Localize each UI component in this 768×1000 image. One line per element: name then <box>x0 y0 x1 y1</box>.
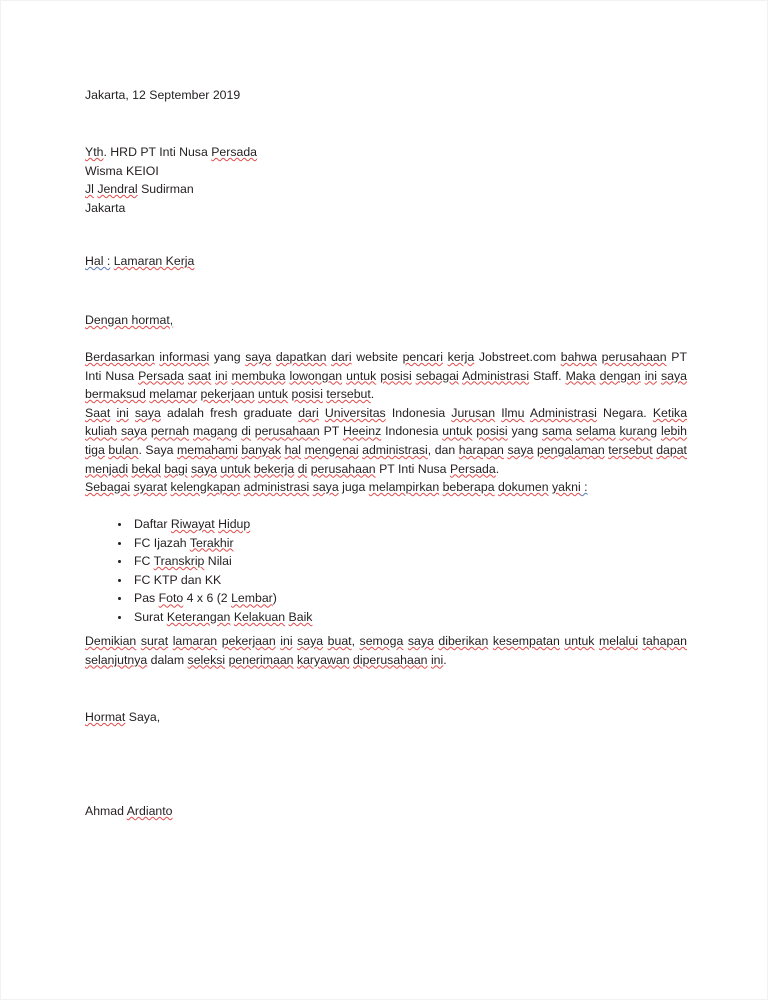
w: Terakhir <box>189 535 234 550</box>
w: Hidup <box>218 517 251 531</box>
paragraph-2 <box>85 404 687 478</box>
addressee-line-4: Jakarta <box>85 200 126 215</box>
w: penerimaan <box>228 652 294 667</box>
w: membuka <box>231 368 286 383</box>
w: lebih <box>660 424 687 439</box>
body-paragraphs <box>85 348 687 497</box>
w: saya <box>297 634 324 648</box>
w: PT Inti <box>375 461 415 476</box>
w: tersebut <box>326 387 371 402</box>
w: Universitas <box>324 405 386 420</box>
w: posisi <box>291 387 323 402</box>
w: Negara. <box>596 405 647 420</box>
w: tahapan <box>642 634 687 648</box>
w: Persada <box>138 368 184 383</box>
w: tersebut <box>608 442 653 457</box>
w: Baik <box>288 609 313 624</box>
w: juga <box>338 480 369 495</box>
attachment-list <box>85 515 312 627</box>
list-item <box>131 571 312 590</box>
w: ini <box>644 368 657 383</box>
w: Administrasi <box>462 368 530 383</box>
w: bahwa <box>560 350 597 364</box>
w: posisi <box>380 368 412 383</box>
w: Persada <box>449 461 496 476</box>
w: selama <box>576 424 616 439</box>
paragraph-1 <box>85 348 687 404</box>
w: informasi <box>159 350 210 364</box>
closing-paragraph <box>85 632 687 669</box>
w: Nusa <box>417 461 450 476</box>
paragraph-2-lastline <box>418 462 499 476</box>
w: lamaran <box>172 634 218 648</box>
list-item <box>131 515 312 534</box>
w: perusahaan <box>601 350 667 364</box>
w: seleksi <box>187 652 226 667</box>
w: . <box>370 387 375 402</box>
w: melalui <box>599 634 638 648</box>
w: ) <box>272 591 277 606</box>
w: Staff <box>533 368 559 383</box>
date-text: Jakarta, 12 September 2019 <box>85 88 241 102</box>
addressee-line-3 <box>85 180 257 199</box>
w: Lembar <box>231 591 273 606</box>
w: karyawan <box>296 652 350 667</box>
w: mengenai <box>304 442 359 457</box>
w: administrasi <box>362 442 428 457</box>
w: Transkrip <box>153 554 205 569</box>
w: Jobstreet.com <box>478 350 557 364</box>
w: Ilmu <box>501 405 525 420</box>
w: harapan <box>458 442 504 457</box>
w: saat <box>187 368 212 383</box>
w: saya <box>245 350 272 364</box>
w: saya <box>312 480 339 495</box>
list-item <box>131 534 312 553</box>
w: banyak <box>241 442 282 457</box>
w: melampirkan <box>368 480 440 495</box>
w: , dan <box>427 442 459 457</box>
w: . <box>558 368 566 383</box>
w: selanjutnya <box>85 652 148 667</box>
addressee-jl: Jl <box>85 182 94 197</box>
w: Indonesia <box>381 424 443 439</box>
w: bagi <box>164 461 188 476</box>
w: untuk <box>564 634 595 648</box>
w: bekerja <box>253 461 295 476</box>
w: administrasi <box>243 480 310 495</box>
addressee-line-2: Wisma KEIOI <box>85 163 159 178</box>
w: saya <box>134 405 161 420</box>
w: saya <box>661 368 687 383</box>
w: yang <box>511 424 539 439</box>
w: . Saya <box>138 442 178 457</box>
addressee-jendral: Jendral <box>97 182 138 197</box>
signer-first-name: Ahmad <box>85 804 127 818</box>
addressee-block <box>85 143 257 217</box>
w: Surat <box>134 609 167 624</box>
w: kerja <box>447 350 475 364</box>
list-item <box>131 608 312 627</box>
w: ini <box>430 652 444 667</box>
w: sama <box>542 424 573 439</box>
closing-text <box>85 632 687 669</box>
w: yang <box>213 350 241 364</box>
w: ini <box>215 368 228 383</box>
w: dengan <box>599 368 641 383</box>
list-item <box>131 589 312 608</box>
w: memahami <box>177 442 238 457</box>
w: saya <box>407 634 434 648</box>
w: untuk <box>220 461 251 476</box>
w: Pas <box>134 591 159 606</box>
subject-line <box>85 252 194 271</box>
w: Daftar <box>134 517 171 531</box>
greeting-text: Dengan hormat, <box>85 313 174 327</box>
w: , <box>351 634 360 648</box>
w: Riwayat <box>170 517 215 531</box>
subject-label: Hal : <box>85 254 111 268</box>
w: di <box>241 424 251 439</box>
w: sebagai <box>415 368 459 383</box>
w: surat <box>140 634 169 648</box>
w: Ketika <box>652 405 688 420</box>
w: bermaksud <box>85 387 146 402</box>
signer-name <box>85 802 173 821</box>
regards-line <box>85 708 160 727</box>
w: perusahaan <box>310 461 376 476</box>
date-line <box>85 86 240 105</box>
w: Kelakuan <box>233 609 286 624</box>
regards-hormat: Hormat <box>85 710 126 724</box>
w: FC Ijazah <box>134 535 190 550</box>
w: ini <box>116 405 129 420</box>
w: semoga <box>359 634 404 648</box>
list-item <box>131 552 312 571</box>
w: pekerjaan <box>221 634 276 648</box>
w: 4 x 6 (2 <box>183 591 232 606</box>
w: buat <box>327 634 352 648</box>
w: pernah <box>150 424 190 439</box>
w: PT Inti Nusa <box>85 350 687 383</box>
regards-rest: Saya, <box>125 710 161 724</box>
w: Berdasarkan <box>85 350 155 364</box>
w: dalam <box>147 652 188 667</box>
w: dapat <box>656 442 687 457</box>
w: : <box>580 480 588 495</box>
subject-value: Lamaran Kerja <box>113 254 195 268</box>
w: saya <box>507 442 534 457</box>
w: pengalaman <box>536 442 605 457</box>
w: dapatkan <box>275 350 327 364</box>
w: tiga <box>85 442 105 457</box>
w: pencari <box>402 350 443 364</box>
w: Sebagai <box>85 480 131 495</box>
w: lowongan <box>289 368 343 383</box>
w: Maka <box>565 368 596 383</box>
w: Keterangan <box>166 609 231 624</box>
w: di <box>297 461 308 476</box>
w: . <box>495 461 500 476</box>
w: kelengkapan <box>170 480 241 495</box>
w: saya <box>191 461 217 476</box>
w: untuk <box>257 387 289 402</box>
greeting-line <box>85 311 173 330</box>
w: bulan <box>108 442 139 457</box>
addressee-line-1 <box>85 143 257 162</box>
w: melamar <box>149 387 198 402</box>
w: . <box>443 652 447 667</box>
w: untuk <box>346 368 377 383</box>
w: kurang <box>619 424 658 439</box>
w: FC KTP dan KK <box>134 572 222 587</box>
w: Foto <box>158 591 184 606</box>
w: dari <box>331 350 352 364</box>
w: yakni <box>551 480 581 495</box>
w: Jurusan <box>451 405 496 420</box>
w: FC <box>134 554 154 569</box>
w: kuliah <box>85 424 118 439</box>
w: untuk <box>442 424 473 439</box>
w: bekal <box>131 461 161 476</box>
w: website <box>356 350 398 364</box>
w: Demikian <box>85 634 137 648</box>
w: saya <box>121 424 147 439</box>
w: menjadi <box>85 461 129 476</box>
w: Saat <box>85 405 111 420</box>
w: dokumen <box>497 480 549 495</box>
w: Nilai <box>204 554 232 569</box>
addressee-yth: Yth <box>85 145 104 159</box>
w: Administrasi <box>529 405 597 420</box>
w: posisi <box>476 424 508 439</box>
paragraph-3 <box>85 478 687 497</box>
addressee-company: Persada <box>211 145 258 159</box>
w: ini <box>280 634 293 648</box>
signer-last-name: Ardianto <box>126 804 173 818</box>
w: Indonesia <box>385 405 452 420</box>
w: magang <box>193 424 238 439</box>
w: Heeinz <box>342 424 382 439</box>
w: diperusahaan <box>353 652 428 667</box>
w: PT <box>319 424 343 439</box>
w: dari <box>298 405 319 420</box>
w: beberapa <box>442 480 495 495</box>
w: syarat <box>133 480 168 495</box>
w: adalah fresh graduate <box>167 405 299 420</box>
w: perusahaan <box>254 424 320 439</box>
w: diberikan <box>438 634 489 648</box>
addressee-sudirman: Sudirman <box>137 182 194 197</box>
addressee-hrd: . HRD PT Inti Nusa <box>103 145 212 159</box>
w: kesempatan <box>492 634 560 648</box>
w: pekerjaan <box>200 387 255 402</box>
w: hal <box>284 442 302 457</box>
